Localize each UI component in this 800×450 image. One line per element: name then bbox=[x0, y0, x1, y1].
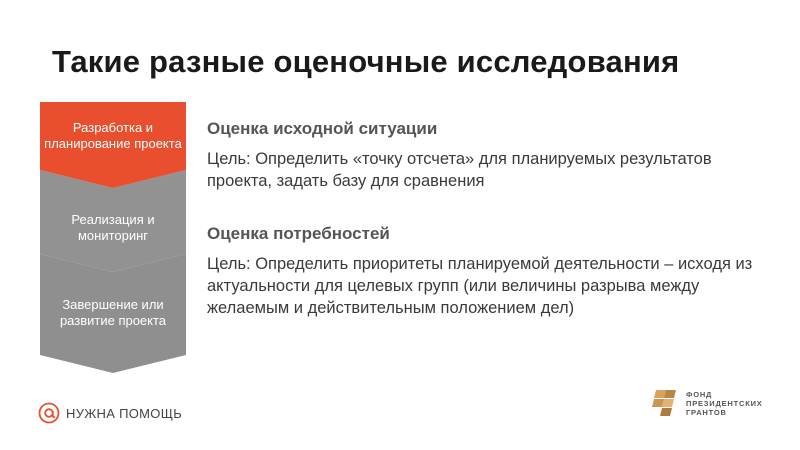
step-1-label: Разработка и планирование проекта bbox=[44, 120, 182, 151]
fund-logo bbox=[652, 388, 763, 418]
nuzhna-pomosh-logo bbox=[38, 402, 182, 424]
fund-name-line: ГРАНТОВ bbox=[686, 407, 727, 417]
fund-name-line: ФОНД bbox=[686, 389, 713, 399]
fund-emblem-icon bbox=[652, 388, 680, 418]
section-baseline bbox=[207, 118, 767, 192]
step-3-label: Завершение или развитие проекта bbox=[59, 297, 167, 328]
section-heading: Оценка исходной ситуации bbox=[207, 119, 438, 138]
content-area bbox=[207, 118, 767, 319]
fund-name bbox=[686, 390, 763, 417]
step-2-label: Реализация и мониторинг bbox=[71, 212, 155, 243]
section-body: Цель: Определить приоритеты планируемой деятельности – исходя из актуальности для целевых групп (или величины разрыва между желаемым и действительным положением дел) bbox=[207, 255, 753, 317]
fund-name-line: ПРЕЗИДЕНТСКИХ bbox=[686, 398, 763, 408]
section-body: Цель: Определить «точку отсчета» для планируемых результатов проекта, задать базу для сравнения bbox=[207, 150, 712, 190]
section-needs bbox=[207, 223, 767, 319]
section-heading: Оценка потребностей bbox=[207, 224, 390, 243]
at-sign-icon bbox=[38, 402, 60, 424]
logo-text: НУЖНА ПОМОЩЬ bbox=[66, 405, 183, 421]
page-title: Такие разные оценочные исследования bbox=[52, 44, 680, 79]
